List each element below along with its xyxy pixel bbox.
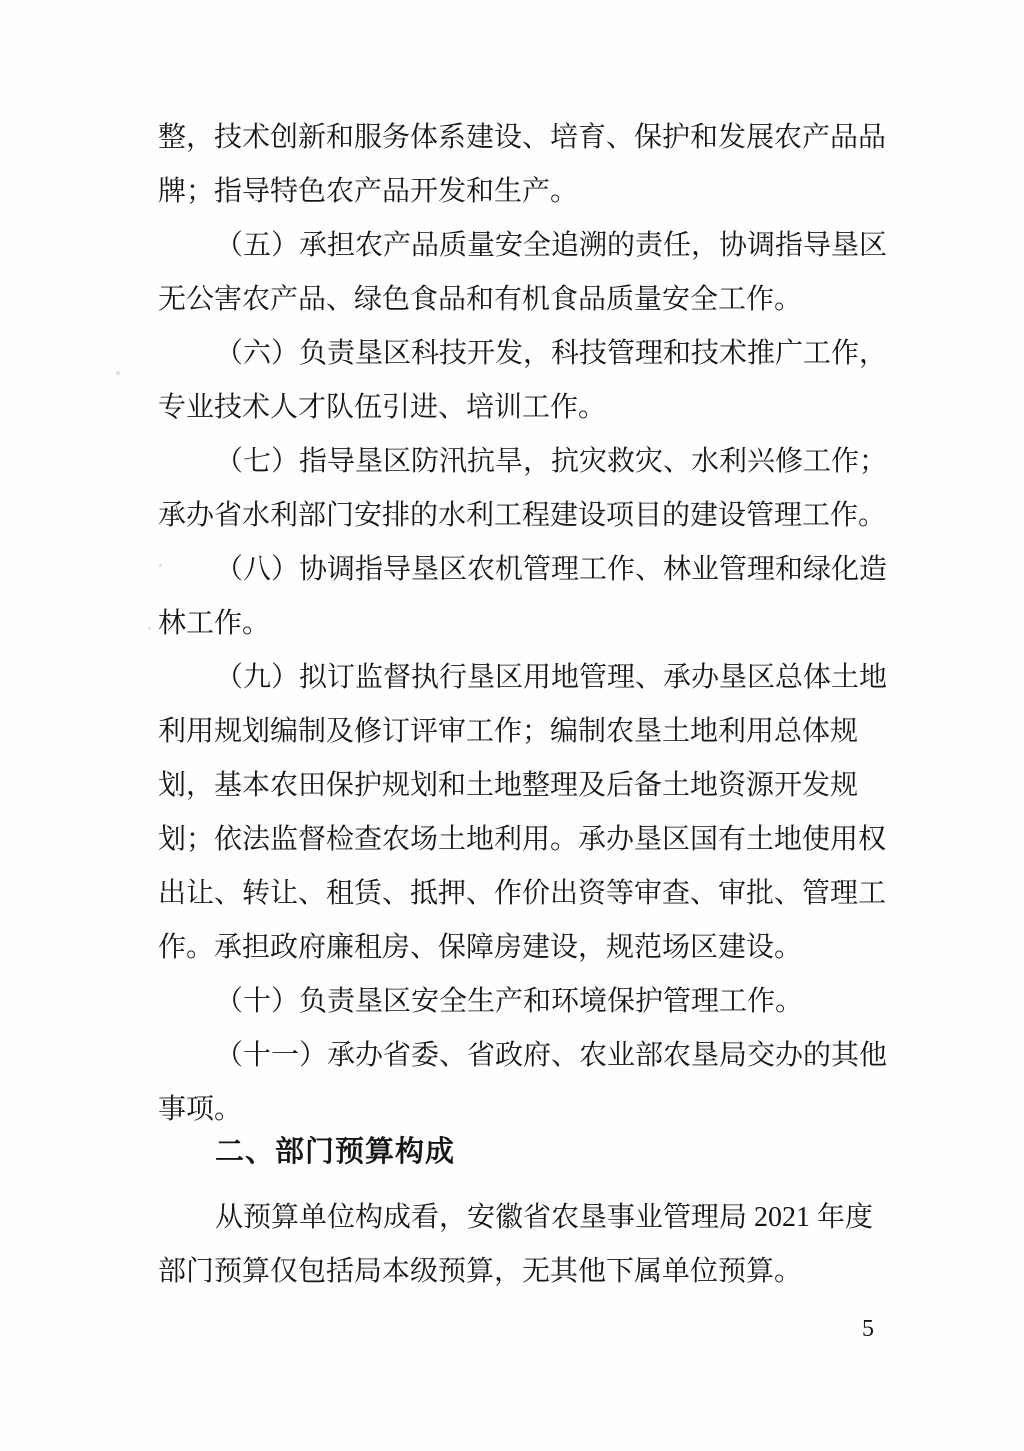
section-heading: 二、部门预算构成 [215,1136,456,1168]
text-line: 承办省水利部门安排的水利工程建设项目的建设管理工作。 [158,500,887,531]
scan-speck [116,371,120,375]
text-line: 事项。 [158,1094,243,1125]
text-line: （九）拟订监督执行垦区用地管理、承办垦区总体土地 [215,662,888,693]
text-line: 专业技术人才队伍引进、培训工作。 [158,392,607,423]
text-line: （八）协调指导垦区农机管理工作、林业管理和绿化造 [215,554,888,585]
text-line: 从预算单位构成看，安徽省农垦事业管理局 2021 年度 [215,1202,874,1233]
page-number: 5 [862,1316,874,1342]
text-line: （七）指导垦区防汛抗旱，抗灾救灾、水利兴修工作； [215,446,888,477]
text-line: 作。承担政府廉租房、保障房建设，规范场区建设。 [158,932,803,963]
text-line: （五）承担农产品质量安全追溯的责任，协调指导垦区 [215,230,888,261]
text-line: 整，技术创新和服务体系建设、培育、保护和发展农产品品 [158,122,887,153]
text-line: 划，基本农田保护规划和土地整理及后备土地资源开发规 [158,770,859,801]
text-line: 利用规划编制及修订评审工作；编制农垦土地利用总体规 [158,716,859,747]
text-line: （十）负责垦区安全生产和环境保护管理工作。 [215,986,804,1017]
text-line: （十一）承办省委、省政府、农业部农垦局交办的其他 [215,1040,888,1071]
text-line: 出让、转让、租赁、抵押、作价出资等审查、审批、管理工 [158,878,887,909]
scan-speck [148,627,151,630]
text-line: 无公害农产品、绿色食品和有机食品质量安全工作。 [158,284,803,315]
text-line: 牌；指导特色农产品开发和生产。 [158,176,579,207]
text-line: （六）负责垦区科技开发，科技管理和技术推广工作， [215,338,888,369]
text-line: 部门预算仅包括局本级预算，无其他下属单位预算。 [158,1256,803,1287]
document-body [158,111,890,1299]
scan-speck [159,564,162,567]
text-line: 林工作。 [158,608,271,639]
text-line: 划；依法监督检查农场土地利用。承办垦区国有土地使用权 [158,824,887,855]
